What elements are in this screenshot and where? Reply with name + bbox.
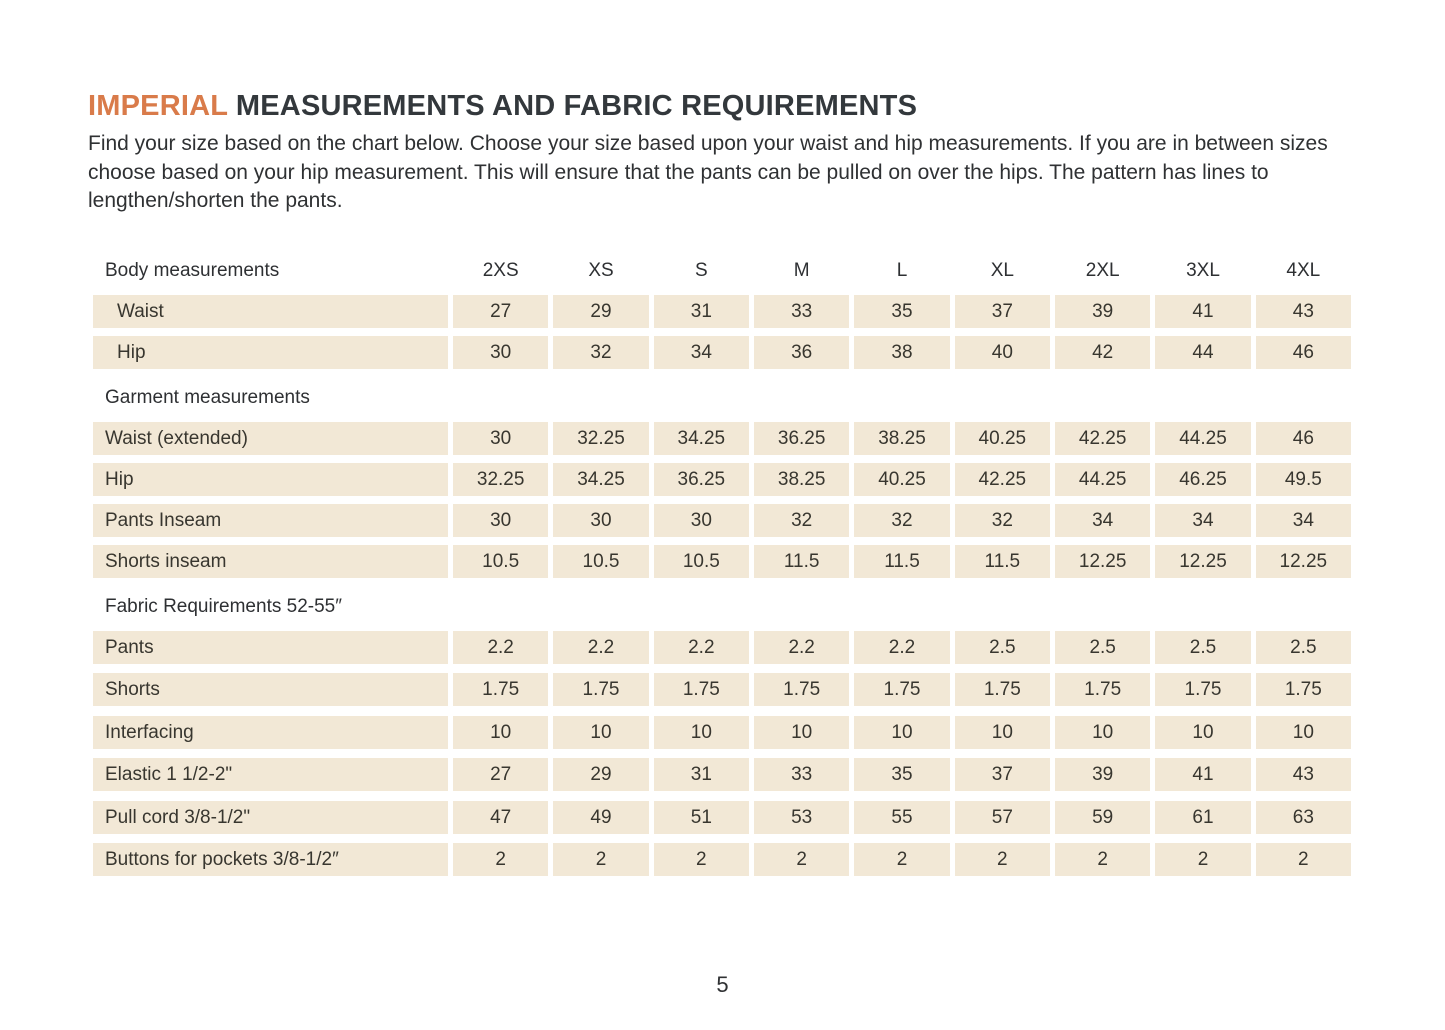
row-label: Waist (extended) — [93, 422, 448, 455]
table-cell: 2 — [754, 843, 849, 876]
table-cell: 2 — [1256, 843, 1351, 876]
table-cell: 27 — [453, 758, 548, 791]
table-cell: 34.25 — [553, 463, 648, 496]
table-cell: 49 — [553, 801, 648, 834]
table-cell: 34 — [1055, 504, 1150, 537]
table-row-pants-inseam — [93, 504, 1351, 537]
table-row-shorts-inseam — [93, 545, 1351, 578]
page-title — [88, 90, 1358, 123]
table-cell: 2.2 — [854, 631, 949, 664]
table-cell: 30 — [654, 504, 749, 537]
table-cell: 32.25 — [453, 463, 548, 496]
table-cell: 2 — [654, 843, 749, 876]
table-row-buttons — [93, 843, 1351, 876]
table-cell: 38.25 — [854, 422, 949, 455]
table-row-elastic — [93, 758, 1351, 791]
table-cell: 42 — [1055, 336, 1150, 369]
table-cell: 32 — [553, 336, 648, 369]
size-header: 4XL — [1286, 259, 1321, 281]
size-header: L — [896, 259, 908, 281]
table-row-hip-garment — [93, 463, 1351, 496]
section-title-fabric: Fabric Requirements 52-55″ — [105, 595, 342, 617]
table-cell: 46 — [1256, 422, 1351, 455]
table-cell: 2.5 — [1055, 631, 1150, 664]
table-cell: 12.25 — [1055, 545, 1150, 578]
table-cell: 2.5 — [955, 631, 1050, 664]
table-cell: 2 — [854, 843, 949, 876]
table-cell: 57 — [955, 801, 1050, 834]
table-cell: 39 — [1055, 758, 1150, 791]
table-cell: 32.25 — [553, 422, 648, 455]
table-cell: 55 — [854, 801, 949, 834]
table-cell: 30 — [453, 504, 548, 537]
table-cell: 2.5 — [1155, 631, 1250, 664]
table-cell: 39 — [1055, 295, 1150, 328]
size-header: S — [694, 259, 708, 281]
table-cell: 2 — [553, 843, 648, 876]
table-cell: 12.25 — [1155, 545, 1250, 578]
table-cell: 34 — [1256, 504, 1351, 537]
table-cell: 12.25 — [1256, 545, 1351, 578]
table-cell: 34 — [654, 336, 749, 369]
row-label: Waist — [93, 295, 448, 328]
table-header-row — [93, 254, 1351, 287]
table-cell: 40.25 — [955, 422, 1050, 455]
table-row-hip-body — [93, 336, 1351, 369]
table-cell: 35 — [854, 758, 949, 791]
table-cell: 30 — [553, 504, 648, 537]
table-cell: 46 — [1256, 336, 1351, 369]
table-cell: 44 — [1155, 336, 1250, 369]
table-cell: 1.75 — [955, 673, 1050, 706]
table-cell: 29 — [553, 758, 648, 791]
table-cell: 46.25 — [1155, 463, 1250, 496]
intro-paragraph: Find your size based on the chart below. Choose your size based upon your waist and hip measurements. If you are in between sizes choose based on your hip measurement. This will ensure that the pants can be pulled on over the hips. The pattern has lines to lengthen/shorten the pants. — [88, 132, 1328, 212]
table-cell: 10.5 — [453, 545, 548, 578]
table-cell: 10 — [955, 716, 1050, 749]
size-header: XL — [990, 259, 1014, 281]
table-cell: 10 — [754, 716, 849, 749]
table-cell: 47 — [453, 801, 548, 834]
row-label: Pants — [93, 631, 448, 664]
table-cell: 10 — [854, 716, 949, 749]
table-cell: 2.5 — [1256, 631, 1351, 664]
page-content — [88, 90, 1358, 886]
table-cell: 59 — [1055, 801, 1150, 834]
page-title-rest: MEASUREMENTS AND FABRIC REQUIREMENTS — [227, 90, 918, 122]
row-label: Pants Inseam — [93, 504, 448, 537]
table-cell: 38.25 — [754, 463, 849, 496]
table-cell: 10 — [1155, 716, 1250, 749]
table-cell: 40 — [955, 336, 1050, 369]
table-cell: 41 — [1155, 295, 1250, 328]
table-cell: 1.75 — [1256, 673, 1351, 706]
table-cell: 11.5 — [955, 545, 1050, 578]
table-row-pants-fabric — [93, 631, 1351, 664]
table-cell: 43 — [1256, 758, 1351, 791]
row-label: Buttons for pockets 3/8-1/2″ — [93, 843, 448, 876]
table-cell: 11.5 — [754, 545, 849, 578]
table-cell: 2 — [1155, 843, 1250, 876]
size-header: 2XS — [482, 259, 519, 281]
table-cell: 42.25 — [1055, 422, 1150, 455]
table-cell: 11.5 — [854, 545, 949, 578]
table-cell: 36.25 — [754, 422, 849, 455]
table-cell: 34 — [1155, 504, 1250, 537]
table-cell: 1.75 — [553, 673, 648, 706]
table-cell: 36.25 — [654, 463, 749, 496]
table-cell: 10 — [1055, 716, 1150, 749]
section-title-garment: Garment measurements — [105, 386, 310, 408]
table-cell: 2.2 — [654, 631, 749, 664]
row-label: Elastic 1 1/2-2" — [93, 758, 448, 791]
table-cell: 30 — [453, 336, 548, 369]
row-label: Shorts inseam — [93, 545, 448, 578]
table-cell: 10 — [654, 716, 749, 749]
row-label: Hip — [93, 336, 448, 369]
table-cell: 2.2 — [453, 631, 548, 664]
table-cell: 38 — [854, 336, 949, 369]
table-cell: 1.75 — [1055, 673, 1150, 706]
table-cell: 51 — [654, 801, 749, 834]
table-cell: 1.75 — [453, 673, 548, 706]
table-cell: 31 — [654, 295, 749, 328]
table-cell: 36 — [754, 336, 849, 369]
table-cell: 34.25 — [654, 422, 749, 455]
table-cell: 41 — [1155, 758, 1250, 791]
table-row-pull-cord — [93, 801, 1351, 834]
table-cell: 2.2 — [754, 631, 849, 664]
table-cell: 10.5 — [553, 545, 648, 578]
table-cell: 32 — [754, 504, 849, 537]
table-row-interfacing — [93, 716, 1351, 749]
table-cell: 42.25 — [955, 463, 1050, 496]
size-table — [93, 254, 1351, 877]
table-cell: 10 — [1256, 716, 1351, 749]
page-number: 5 — [716, 972, 729, 997]
table-cell: 63 — [1256, 801, 1351, 834]
table-cell: 27 — [453, 295, 548, 328]
size-header: XS — [588, 259, 614, 281]
table-cell: 31 — [654, 758, 749, 791]
table-cell: 29 — [553, 295, 648, 328]
table-row-shorts-fabric — [93, 673, 1351, 706]
table-cell: 2 — [453, 843, 548, 876]
table-row-waist-extended — [93, 422, 1351, 455]
row-label: Shorts — [93, 673, 448, 706]
table-cell: 37 — [955, 295, 1050, 328]
table-cell: 10 — [553, 716, 648, 749]
table-cell: 30 — [453, 422, 548, 455]
table-cell: 2 — [1055, 843, 1150, 876]
table-cell: 32 — [955, 504, 1050, 537]
table-cell: 35 — [854, 295, 949, 328]
table-cell: 2.2 — [553, 631, 648, 664]
table-cell: 2 — [955, 843, 1050, 876]
table-cell: 44.25 — [1155, 422, 1250, 455]
row-label: Pull cord 3/8-1/2" — [93, 801, 448, 834]
table-cell: 40.25 — [854, 463, 949, 496]
page-title-accent: IMPERIAL — [88, 90, 228, 122]
row-label: Interfacing — [93, 716, 448, 749]
table-cell: 1.75 — [754, 673, 849, 706]
table-cell: 33 — [754, 295, 849, 328]
table-cell: 49.5 — [1256, 463, 1351, 496]
size-header: 3XL — [1186, 259, 1220, 281]
table-row-waist-body — [93, 295, 1351, 328]
table-cell: 37 — [955, 758, 1050, 791]
table-cell: 44.25 — [1055, 463, 1150, 496]
table-cell: 61 — [1155, 801, 1250, 834]
header-label: Body measurements — [105, 259, 280, 281]
table-cell: 1.75 — [1155, 673, 1250, 706]
table-cell: 1.75 — [854, 673, 949, 706]
row-label: Hip — [93, 463, 448, 496]
table-cell: 53 — [754, 801, 849, 834]
table-cell: 10.5 — [654, 545, 749, 578]
size-header: M — [793, 259, 810, 281]
size-header: 2XL — [1085, 259, 1120, 281]
table-cell: 32 — [854, 504, 949, 537]
table-cell: 1.75 — [654, 673, 749, 706]
table-cell: 33 — [754, 758, 849, 791]
table-cell: 10 — [453, 716, 548, 749]
table-cell: 43 — [1256, 295, 1351, 328]
